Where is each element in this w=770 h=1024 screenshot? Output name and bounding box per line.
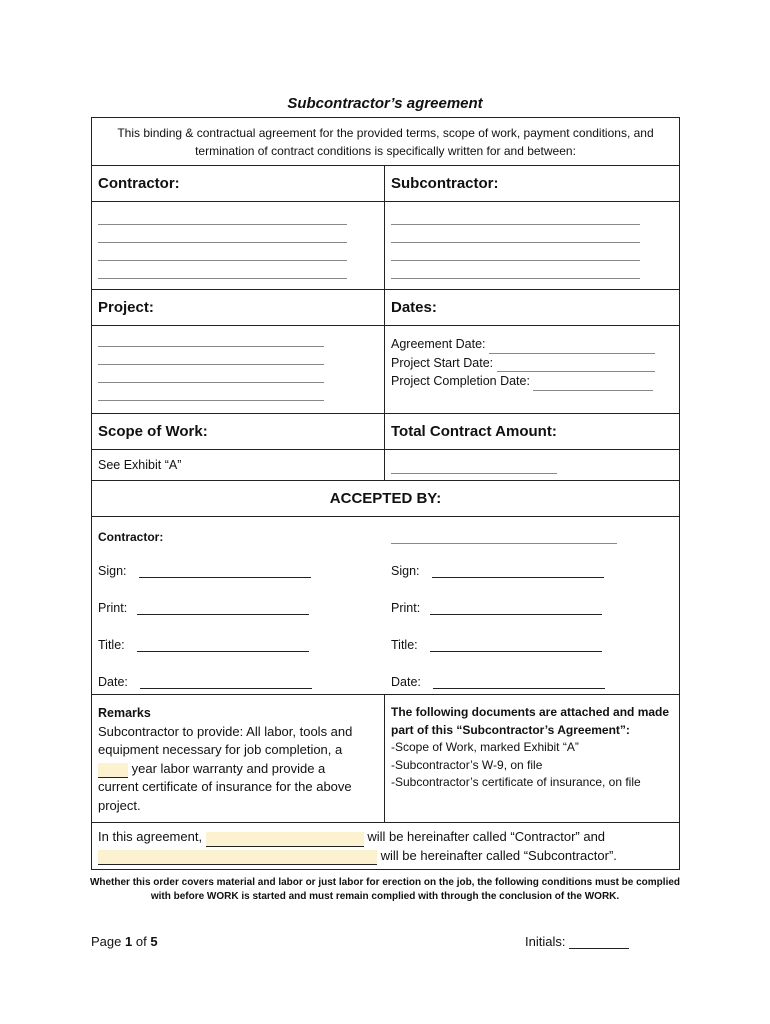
initials-label: Initials: <box>525 934 566 949</box>
remarks-row <box>92 694 679 822</box>
agreement-date-label: Agreement Date: <box>391 337 486 351</box>
dates-heading: Dates: <box>391 299 437 316</box>
remarks-text-after: year labor warranty and provide a current certificate of insurance for the above project. <box>98 760 352 813</box>
agreement-prefix: In this agreement, <box>98 829 203 844</box>
signature-row <box>92 516 679 694</box>
conditions-note: Whether this order covers material and labor or just labor for erection on the job, the following conditions must be complied with before WORK is started and must remain complied with through the conclusion of the WORK. <box>89 877 681 902</box>
scope-header-row <box>92 413 679 449</box>
start-date-row <box>391 354 673 373</box>
page-prefix: Page <box>91 934 122 949</box>
subcontractor-sign-row <box>391 552 673 589</box>
parties-blank-row <box>92 201 679 289</box>
initials-field[interactable] <box>569 935 629 949</box>
accepted-by-heading: ACCEPTED BY: <box>329 490 442 507</box>
blank-line[interactable] <box>98 224 347 225</box>
total-amount-field[interactable] <box>391 461 557 474</box>
subcontractor-print-row <box>391 589 673 626</box>
documents-block <box>385 695 679 822</box>
page-of: of <box>135 934 147 949</box>
blank-line[interactable] <box>391 260 640 261</box>
sign-label: Sign: <box>98 563 127 578</box>
contractor-sign-field[interactable] <box>139 563 311 578</box>
contractor-suffix: will be hereinafter called “Contractor” and <box>367 829 606 844</box>
document-title: Subcontractor’s agreement <box>287 95 483 112</box>
subcontractor-heading: Subcontractor: <box>391 175 499 192</box>
blank-line[interactable] <box>391 224 640 225</box>
contractor-date-field[interactable] <box>140 674 312 689</box>
blank-line[interactable] <box>98 260 347 261</box>
subcontractor-signature-block <box>385 517 679 694</box>
document-item: -Subcontractor’s certificate of insurance, on file <box>391 775 641 789</box>
remarks-text <box>98 723 356 816</box>
blank-line[interactable] <box>98 382 324 383</box>
completion-date-row <box>391 372 673 391</box>
document-item: -Subcontractor’s W-9, on file <box>391 757 543 772</box>
page-current: 1 <box>125 934 133 949</box>
date-label: Date: <box>391 674 421 689</box>
agreement-line-row <box>92 822 679 869</box>
agreement-date-row <box>391 335 673 354</box>
project-blank-row <box>92 325 679 413</box>
contractor-sign-row <box>98 552 379 589</box>
subcontractor-info-field[interactable] <box>385 202 679 289</box>
contractor-name-line <box>98 828 673 847</box>
scope-value-row <box>92 449 679 480</box>
contractor-title-field[interactable] <box>137 637 309 652</box>
dates-fields <box>385 326 679 413</box>
amount-heading: Total Contract Amount: <box>391 423 557 440</box>
blank-line[interactable] <box>98 400 324 401</box>
contractor-print-field[interactable] <box>137 600 309 615</box>
accepted-contractor-label: Contractor: <box>98 530 164 544</box>
documents-heading: The following documents are attached and made part of this “Subcontractor’s Agreement”: <box>391 705 670 737</box>
completion-date-field[interactable] <box>533 377 653 391</box>
subcontractor-print-field[interactable] <box>430 600 602 615</box>
blank-line[interactable] <box>98 242 347 243</box>
parties-header-row <box>92 165 679 201</box>
subcontractor-sign-field[interactable] <box>432 563 604 578</box>
agreement-date-field[interactable] <box>489 340 655 354</box>
intro-row <box>92 118 679 165</box>
agreement-line <box>92 823 679 869</box>
subcontractor-name-agreement-field[interactable] <box>98 850 377 865</box>
remarks-text-before: Subcontractor to provide: All labor, tools and equipment necessary for job completion, a <box>98 723 353 757</box>
contractor-print-row <box>98 589 379 626</box>
subcontractor-suffix: will be hereinafter called “Subcontractor”. <box>380 847 617 863</box>
contractor-signature-block <box>92 517 385 694</box>
contractor-heading: Contractor: <box>92 166 385 201</box>
subcontractor-date-field[interactable] <box>433 674 605 689</box>
date-label: Date: <box>98 674 128 689</box>
subcontractor-name-line <box>98 847 673 866</box>
title-label: Title: <box>391 637 418 652</box>
blank-line[interactable] <box>391 242 640 243</box>
agreement-form <box>91 117 680 870</box>
project-header-row <box>92 289 679 325</box>
blank-line[interactable] <box>391 278 640 279</box>
accepted-header-row <box>92 480 679 516</box>
contractor-name-field[interactable] <box>206 832 364 847</box>
blank-line[interactable] <box>98 364 324 365</box>
scope-heading: Scope of Work: <box>92 414 385 449</box>
initials-row <box>525 934 629 949</box>
blank-line[interactable] <box>98 346 324 347</box>
start-date-label: Project Start Date: <box>391 355 494 370</box>
page-total: 5 <box>150 934 158 949</box>
subcontractor-name-row <box>391 522 673 552</box>
remarks-heading: Remarks <box>98 706 151 720</box>
title-label: Title: <box>98 637 125 652</box>
sign-label: Sign: <box>391 563 420 578</box>
intro-text: This binding & contractual agreement for the provided terms, scope of work, payment conditions, and termination of contract conditions is specifically written for and between: <box>117 126 654 158</box>
remarks-block <box>92 695 385 822</box>
print-label: Print: <box>391 600 421 615</box>
scope-value: See Exhibit “A” <box>92 450 385 480</box>
project-heading: Project: <box>92 290 385 325</box>
subcontractor-title-field[interactable] <box>430 637 602 652</box>
blank-line[interactable] <box>98 278 347 279</box>
project-info-field[interactable] <box>92 326 385 413</box>
start-date-field[interactable] <box>497 358 655 372</box>
completion-date-label: Project Completion Date: <box>391 374 530 388</box>
subcontractor-name-field[interactable] <box>391 531 617 544</box>
document-item: -Scope of Work, marked Exhibit “A” <box>391 740 579 754</box>
warranty-years-field[interactable] <box>98 763 128 778</box>
contractor-title-row <box>98 626 379 663</box>
print-label: Print: <box>98 600 128 615</box>
subcontractor-title-row <box>391 626 673 663</box>
amount-cell <box>385 450 679 480</box>
page-number <box>91 934 158 949</box>
contractor-info-field[interactable] <box>92 202 385 289</box>
